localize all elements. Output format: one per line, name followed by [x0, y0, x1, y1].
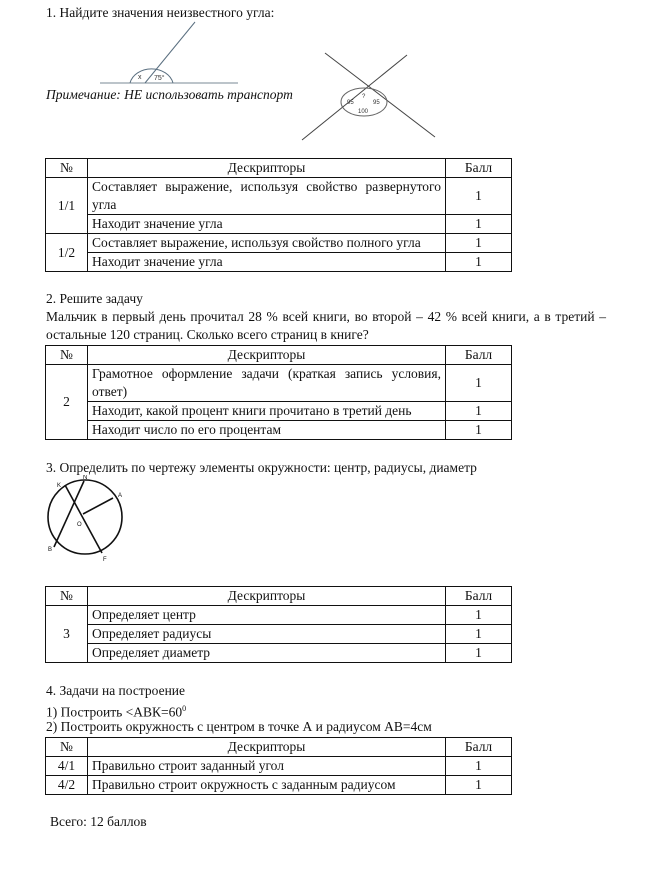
task2-text-line1: Мальчик в первый день прочитал 28 % всей книги, во второй – 42 % всей книги, а в третий – [46, 309, 606, 324]
ray [145, 22, 195, 83]
angle-arc [130, 69, 173, 83]
task2-text-line2: остальные 120 страниц. Сколько всего страниц в книге? [46, 327, 369, 342]
circle-figure [40, 475, 140, 567]
angle-left-label: 95 [347, 100, 354, 106]
table-row [46, 757, 512, 776]
table-row [46, 776, 512, 795]
score: 1 [446, 644, 512, 663]
task1-title: 1. Найдите значения неизвестного угла: [46, 5, 275, 20]
table-header-row [46, 346, 512, 365]
row-num: 1/1 [46, 178, 88, 234]
score: 1 [446, 421, 512, 440]
descriptor: Находит число по его процентам [88, 421, 446, 440]
score: 1 [446, 402, 512, 421]
row-num: 4/1 [46, 757, 88, 776]
header-score: Балл [446, 587, 512, 606]
task2-title: 2. Решите задачу [46, 291, 143, 306]
header-num: № [46, 738, 88, 757]
header-descriptors: Дескрипторы [88, 346, 446, 365]
angle-75-label: 75° [154, 75, 165, 82]
table-header-row [46, 738, 512, 757]
point-f-label: F [103, 557, 107, 563]
point-b-label: B [48, 547, 53, 553]
descriptor: Находит значение угла [88, 215, 446, 234]
table-row [46, 625, 512, 644]
angle-bottom-label: 100 [358, 109, 369, 115]
header-descriptors: Дескрипторы [88, 159, 446, 178]
point-o-label: O [77, 522, 82, 528]
point-k-label: K [57, 483, 62, 489]
score: 1 [446, 625, 512, 644]
point-n-label: N [83, 475, 88, 481]
header-score: Балл [446, 346, 512, 365]
header-num: № [46, 587, 88, 606]
table-row [46, 644, 512, 663]
descriptor: Составляет выражение, используя свойство развернутого угла [88, 178, 446, 215]
angle-x-label: x [138, 74, 142, 81]
score: 1 [446, 606, 512, 625]
descriptor: Определяет радиусы [88, 625, 446, 644]
line-1 [325, 53, 435, 137]
task4-item2: 2) Построить окружность с центром в точке А и радиусом АВ=4см [46, 719, 432, 734]
task1-note: Примечание: НЕ использовать транспорт [46, 87, 293, 102]
task4-rubric-table [45, 737, 512, 795]
task3-title: 3. Определить по чертежу элементы окружности: центр, радиусы, диаметр [46, 460, 477, 475]
diameter-KF [65, 485, 102, 553]
row-num: 2 [46, 365, 88, 440]
score: 1 [446, 215, 512, 234]
task4-item1-text: 1) Построить <АВК=60 [46, 704, 183, 720]
angle-right-label: 95 [373, 100, 380, 106]
descriptor: Находит значение угла [88, 253, 446, 272]
degree-superscript: 0 [182, 704, 187, 713]
point-a-label: A [118, 493, 123, 499]
table-header-row [46, 159, 512, 178]
descriptor: Находит, какой процент книги прочитано в третий день [88, 402, 446, 421]
radius-OA [83, 498, 113, 514]
task4-title: 4. Задачи на построение [46, 683, 186, 698]
task2-rubric-table [45, 345, 512, 440]
total-score: Всего: 12 баллов [50, 814, 147, 829]
table-row [46, 365, 512, 402]
score: 1 [446, 757, 512, 776]
header-descriptors: Дескрипторы [88, 738, 446, 757]
descriptor: Определяет центр [88, 606, 446, 625]
score: 1 [446, 365, 512, 402]
table-row [46, 606, 512, 625]
table-header-row [46, 587, 512, 606]
score: 1 [446, 253, 512, 272]
descriptor: Грамотное оформление задачи (краткая запись условия, ответ) [88, 365, 446, 402]
header-score: Балл [446, 738, 512, 757]
table-row [46, 178, 512, 215]
task1-rubric-table [45, 158, 512, 272]
straight-angle-figure [95, 20, 245, 90]
full-angle-figure [300, 40, 450, 150]
line-2 [302, 55, 407, 140]
task3-rubric-table [45, 586, 512, 663]
header-score: Балл [446, 159, 512, 178]
score: 1 [446, 776, 512, 795]
descriptor: Определяет диаметр [88, 644, 446, 663]
header-descriptors: Дескрипторы [88, 587, 446, 606]
row-num: 3 [46, 606, 88, 663]
descriptor: Правильно строит заданный угол [88, 757, 446, 776]
table-row [46, 234, 512, 253]
descriptor: Правильно строит окружность с заданным радиусом [88, 776, 446, 795]
score: 1 [446, 178, 512, 215]
table-row [46, 421, 512, 440]
header-num: № [46, 159, 88, 178]
circle [48, 480, 122, 554]
table-row [46, 253, 512, 272]
row-num: 4/2 [46, 776, 88, 795]
header-num: № [46, 346, 88, 365]
table-row [46, 402, 512, 421]
row-num: 1/2 [46, 234, 88, 272]
table-row [46, 215, 512, 234]
descriptor: Составляет выражение, используя свойство полного угла [88, 234, 446, 253]
score: 1 [446, 234, 512, 253]
unknown-angle-label: ? [362, 94, 366, 100]
